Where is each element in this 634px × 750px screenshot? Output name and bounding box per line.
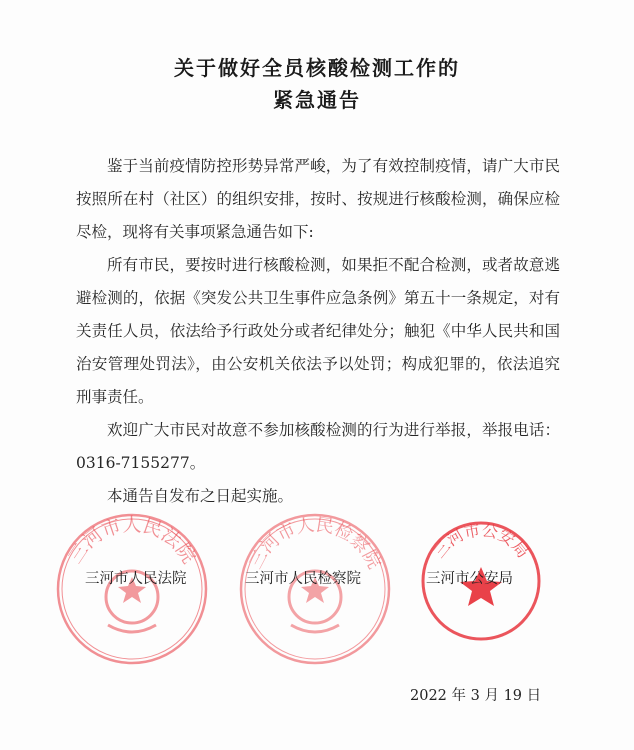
paragraph-rules: 所有市民，要按时进行核酸检测，如果拒不配合检测，或者故意逃避检测的，依据《突发公共卫生事件应急条例》第五十一条规定，对有关责任人员，依法给予行政处分或者纪律处分；触犯《中华人民共和国治安管理处罚法》，由公安机关依法予以处罚；构成犯罪的，依法追究刑事责任。 [76, 256, 560, 406]
court-seal [52, 505, 212, 665]
notice-title-line2: 紧急通告 [273, 88, 361, 112]
court-seal-text: 三河市人民法院 [64, 514, 200, 568]
procuratorate-seal [235, 505, 395, 665]
procuratorate-seal-text: 三河市人民检察院 [245, 514, 385, 573]
police-seal [418, 515, 544, 641]
paragraph-report: 欢迎广大市民对故意不参加核酸检测的行为进行举报，举报电话：0316-7155277。 [76, 421, 560, 472]
police-seal-text: 三河市公安局 [429, 520, 533, 562]
notice-title-line1: 关于做好全员核酸检测工作的 [174, 56, 460, 80]
signatory-police: 三河市公安局 [426, 571, 513, 587]
signatory-procuratorate: 三河市人民检察院 [245, 571, 361, 587]
signatory-court: 三河市人民法院 [85, 571, 187, 587]
notice-date: 2022 年 3 月 19 日 [410, 688, 542, 704]
paragraph-intro: 鉴于当前疫情防控形势异常严峻，为了有效控制疫情，请广大市民按照所在村（社区）的组织安排，按时、按规进行核酸检测，确保应检尽检，现将有关事项紧急通告如下: [76, 157, 560, 241]
notice-body [76, 150, 560, 513]
paragraph-effective: 本通告自发布之日起实施。 [107, 487, 294, 505]
